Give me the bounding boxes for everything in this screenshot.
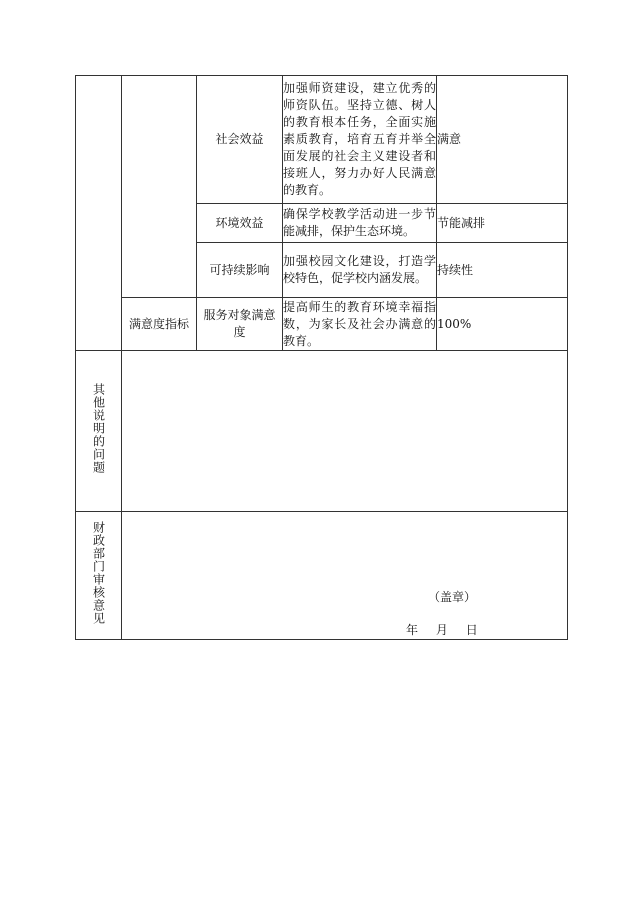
level2-cell: 可持续影响 [197, 243, 283, 298]
category-cell-blank [76, 76, 122, 351]
finance-review-label: 财政部门审核意见 [91, 521, 106, 625]
level2-cell: 环境效益 [197, 204, 283, 243]
value-cell: 节能减排 [437, 204, 568, 243]
year-label: 年 [406, 622, 419, 637]
month-label: 月 [435, 622, 448, 637]
finance-review-label-cell [76, 512, 122, 640]
table-row [76, 76, 568, 204]
date-line [406, 622, 478, 639]
description-cell: 加强校园文化建设，打造学校特色，促学校内涵发展。 [283, 243, 437, 298]
description-cell: 提高师生的教育环境幸福指数，为家长及社会办满意的教育。 [283, 298, 437, 351]
finance-review-row [76, 512, 568, 640]
day-label: 日 [465, 622, 478, 637]
other-notes-content [122, 351, 568, 512]
seal-text: （盖章） [428, 589, 477, 604]
other-notes-label: 其他说明的问题 [91, 383, 106, 474]
performance-table [75, 75, 568, 640]
other-notes-label-cell [76, 351, 122, 512]
value-cell: 持续性 [437, 243, 568, 298]
level2-cell: 服务对象满意度 [197, 298, 283, 351]
seal-area [122, 513, 567, 639]
description-cell: 确保学校教学活动进一步节能减排，保护生态环境。 [283, 204, 437, 243]
level1-cell: 满意度指标 [122, 298, 197, 351]
value-cell: 100% [437, 298, 568, 351]
table-row [76, 298, 568, 351]
finance-review-content [122, 512, 568, 640]
other-notes-row [76, 351, 568, 512]
level2-cell: 社会效益 [197, 76, 283, 204]
level1-cell-blank [122, 76, 197, 298]
description-cell: 加强师资建设，建立优秀的师资队伍。坚持立德、树人的教育根本任务，全面实施素质教育，培育五育并举全面发展的社会主义建设者和接班人，努力办好人民满意的教育。 [283, 76, 437, 204]
value-cell: 满意 [437, 76, 568, 204]
